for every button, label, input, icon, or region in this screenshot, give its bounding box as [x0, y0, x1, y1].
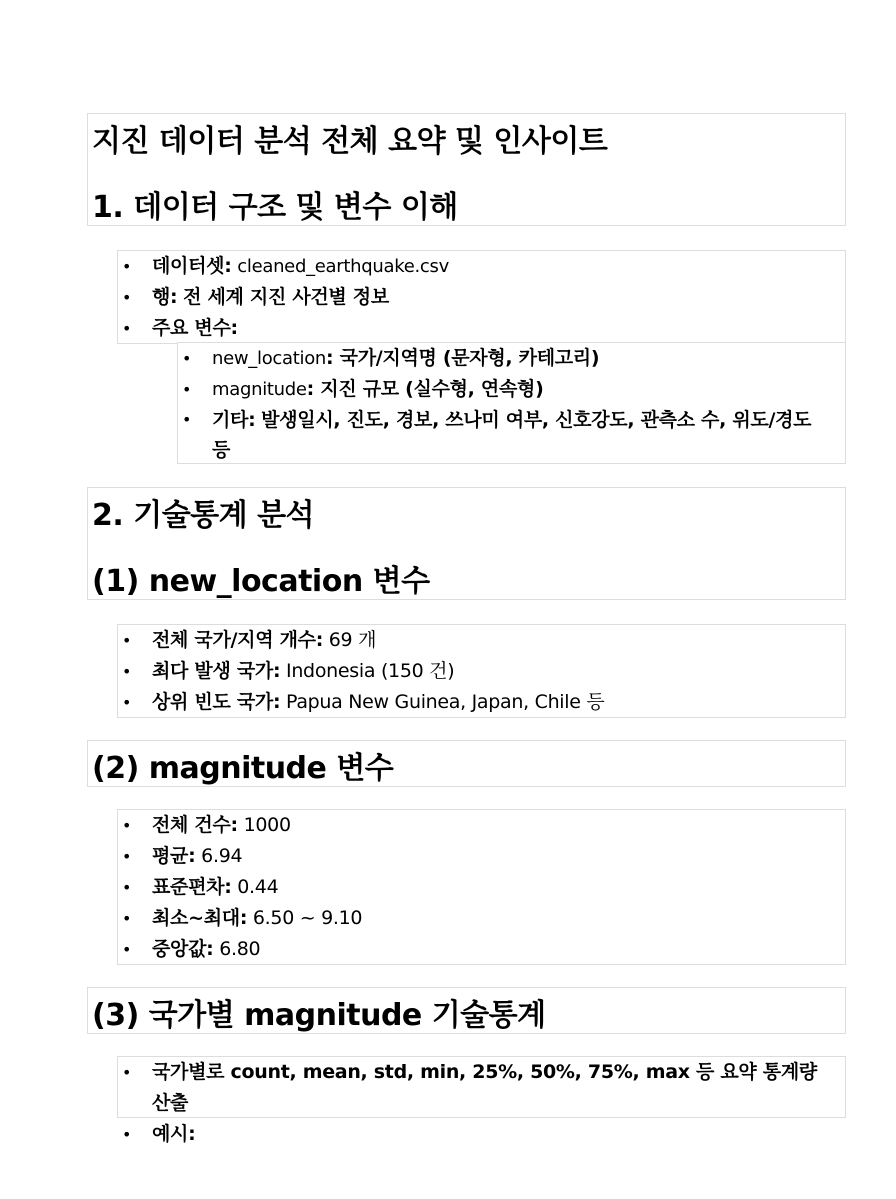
list-item	[120, 903, 362, 934]
section4-heading: (3) 국가별 magnitude 기술통계	[92, 998, 546, 1033]
list-item	[180, 343, 835, 374]
item-key: 데이터셋:	[152, 255, 232, 277]
item-value: Papua New Guinea, Japan, Chile 등	[286, 691, 605, 713]
list-item	[120, 313, 449, 344]
item-key: 주요 변수:	[152, 317, 238, 339]
item-value: 69 개	[328, 629, 377, 651]
list-item	[120, 1119, 840, 1150]
section2-title: 2. 기술통계 분석	[92, 498, 315, 533]
item-value: Indonesia (150 건)	[286, 660, 455, 682]
item-value: 전 세계 지진 사건별 정보	[183, 286, 389, 308]
item-value: 6.94	[201, 845, 243, 867]
list-item	[120, 251, 449, 282]
item-key: 최소~최대:	[152, 907, 248, 929]
list-item	[120, 934, 362, 965]
list-item	[120, 625, 604, 656]
section2-header	[87, 487, 846, 600]
list-item	[120, 687, 604, 718]
item-value: 6.80	[219, 938, 261, 960]
list-item	[120, 810, 362, 841]
section1-header	[87, 113, 846, 226]
item-key: 기타:	[212, 409, 256, 431]
item-key: 평균:	[152, 845, 196, 867]
page-title: 지진 데이터 분석 전체 요약 및 인사이트	[92, 124, 608, 159]
item-value: cleaned_earthquake.csv	[237, 256, 449, 277]
section4-list	[117, 1056, 846, 1145]
item-value: 6.50 ~ 9.10	[252, 907, 363, 929]
item-key: 상위 빈도 국가:	[152, 691, 281, 713]
list-item	[180, 405, 835, 465]
section2-list	[117, 624, 846, 718]
list-item	[180, 374, 835, 405]
item-value: 발생일시, 진도, 경보, 쓰나미 여부, 신호강도, 관측소 수, 위도/경도 등	[212, 409, 812, 461]
item-key: 중앙값:	[152, 938, 214, 960]
list-item	[120, 872, 362, 903]
item-key: 행:	[152, 286, 178, 308]
list-item	[120, 282, 449, 313]
section3-heading: (2) magnitude 변수	[92, 751, 394, 786]
item-key: magnitude	[212, 379, 307, 400]
list-item	[120, 841, 362, 872]
section2-heading: (1) new_location 변수	[92, 564, 430, 599]
section3-list	[117, 809, 846, 965]
item-value: 0.44	[237, 876, 279, 898]
section1-sublist	[177, 342, 846, 464]
item-key: new_location	[212, 348, 327, 369]
item-key: 예시:	[152, 1123, 196, 1145]
list-item	[120, 1057, 840, 1119]
item-value: : 지진 규모 (실수형, 연속형)	[306, 378, 544, 400]
section1-heading: 1. 데이터 구조 및 변수 이해	[92, 190, 458, 225]
item-key: 최다 발생 국가:	[152, 660, 281, 682]
section4-header	[87, 987, 846, 1034]
section3-header	[87, 740, 846, 787]
item-value: 1000	[243, 814, 291, 836]
item-key: 국가별로 count, mean, std, min, 25%, 50%, 75%, max 등 요약 통계량 산출	[152, 1061, 817, 1114]
section1-list	[117, 250, 846, 344]
item-key: 전체 건수:	[152, 814, 238, 836]
item-value: : 국가/지역명 (문자형, 카테고리)	[326, 347, 600, 369]
item-key: 전체 국가/지역 개수:	[152, 629, 323, 651]
item-key: 표준편차:	[152, 876, 232, 898]
list-item	[120, 656, 604, 687]
